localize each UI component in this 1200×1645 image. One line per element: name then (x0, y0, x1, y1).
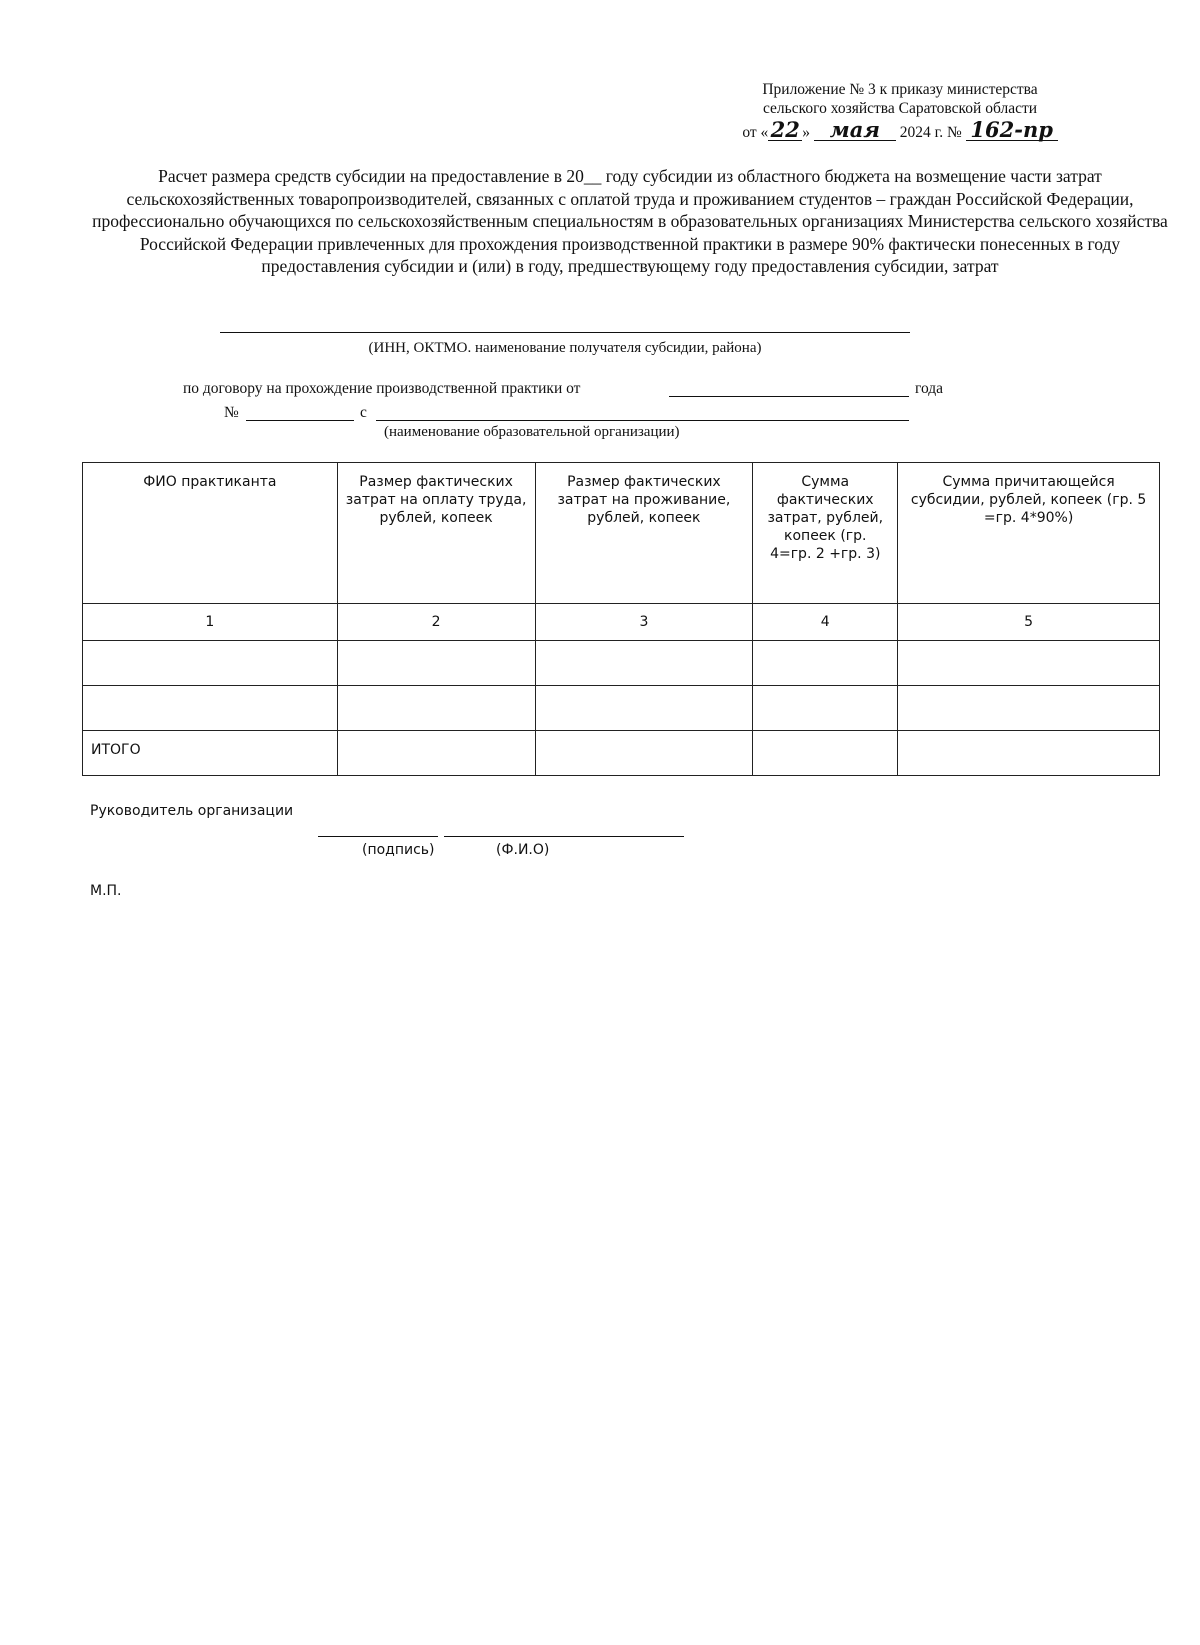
table-cell[interactable] (337, 686, 535, 731)
document-title: Расчет размера средств субсидии на предоставление в 20__ году субсидии из областного бюджета на возмещение части затрат сельскохозяйственных товаропроизводителей, связанных с оплатой труда и проживанием студентов – граждан Российской Федерации, профессионально обучающихся по сельскохозяйственным специальностям в образовательных организациях Министерства сельского хозяйства Российской Федерации привлеченных для прохождения производственной практики в размере 90% фактически понесенных в году предоставления субсидии и (или) в году, предшествующему году предоставления субсидии, затрат (92, 166, 1168, 276)
col-number-1: 1 (83, 604, 338, 641)
header-col-1: ФИО практиканта (83, 463, 338, 604)
order-day: 22 (768, 120, 802, 141)
contract-with-label: с (360, 404, 367, 421)
table-cell[interactable] (83, 686, 338, 731)
col-number-4: 4 (753, 604, 898, 641)
subsidy-table (82, 462, 1160, 776)
order-number: 162-пр (966, 120, 1058, 141)
contract-text: по договору на прохождение производственной практики от (183, 380, 581, 397)
table-cell[interactable] (898, 641, 1160, 686)
name-line (444, 836, 684, 837)
table-cell[interactable] (898, 686, 1160, 731)
total-label: ИТОГО (83, 731, 338, 776)
total-cell[interactable] (535, 731, 753, 776)
total-row (83, 731, 1160, 776)
header-col-2: Размер фактических затрат на оплату труда, рублей, копеек (337, 463, 535, 604)
recipient-line (220, 332, 910, 333)
appendix-header (690, 80, 1110, 142)
head-label: Руководитель организации (90, 803, 294, 819)
appendix-line-2: сельского хозяйства Саратовской области (762, 100, 1038, 117)
contract-org-line (376, 420, 909, 421)
table-row (83, 686, 1160, 731)
header-col-5: Сумма причитающейся субсидии, рублей, копеек (гр. 5 =гр. 4*90%) (898, 463, 1160, 604)
column-number-row (83, 604, 1160, 641)
order-from-label: от (742, 124, 757, 141)
order-year-label: 2024 г. № (899, 124, 962, 141)
col-number-5: 5 (898, 604, 1160, 641)
col-number-3: 3 (535, 604, 753, 641)
total-cell[interactable] (753, 731, 898, 776)
table-header-row (83, 463, 1160, 604)
org-caption: (наименование образовательной организации) (384, 424, 680, 440)
signature-caption: (подпись) (362, 842, 435, 858)
table-cell[interactable] (83, 641, 338, 686)
contract-year-word: года (915, 380, 944, 397)
signature-line (318, 836, 438, 837)
header-col-3: Размер фактических затрат на проживание, рублей, копеек (535, 463, 753, 604)
table-cell[interactable] (535, 686, 753, 731)
table-row (83, 641, 1160, 686)
header-col-4: Сумма фактических затрат, рублей, копеек (гр. 4=гр. 2 +гр. 3) (753, 463, 898, 604)
contract-number-sign: № (224, 404, 239, 421)
total-cell[interactable] (898, 731, 1160, 776)
col-number-2: 2 (337, 604, 535, 641)
table-cell[interactable] (753, 641, 898, 686)
order-month: мая (814, 120, 896, 141)
recipient-caption: (ИНН, ОКТМО. наименование получателя субсидии, района) (368, 340, 762, 356)
appendix-line-1: Приложение № 3 к приказу министерства (762, 81, 1038, 98)
contract-number-line (246, 420, 354, 421)
stamp-place: М.П. (90, 883, 122, 899)
table-cell[interactable] (535, 641, 753, 686)
table-cell[interactable] (753, 686, 898, 731)
order-date-line: от « 22 » мая 2024 г. № 162-пр (690, 120, 1110, 142)
table-cell[interactable] (337, 641, 535, 686)
total-cell[interactable] (337, 731, 535, 776)
name-caption: (Ф.И.О) (496, 842, 550, 858)
contract-date-line (669, 396, 909, 397)
